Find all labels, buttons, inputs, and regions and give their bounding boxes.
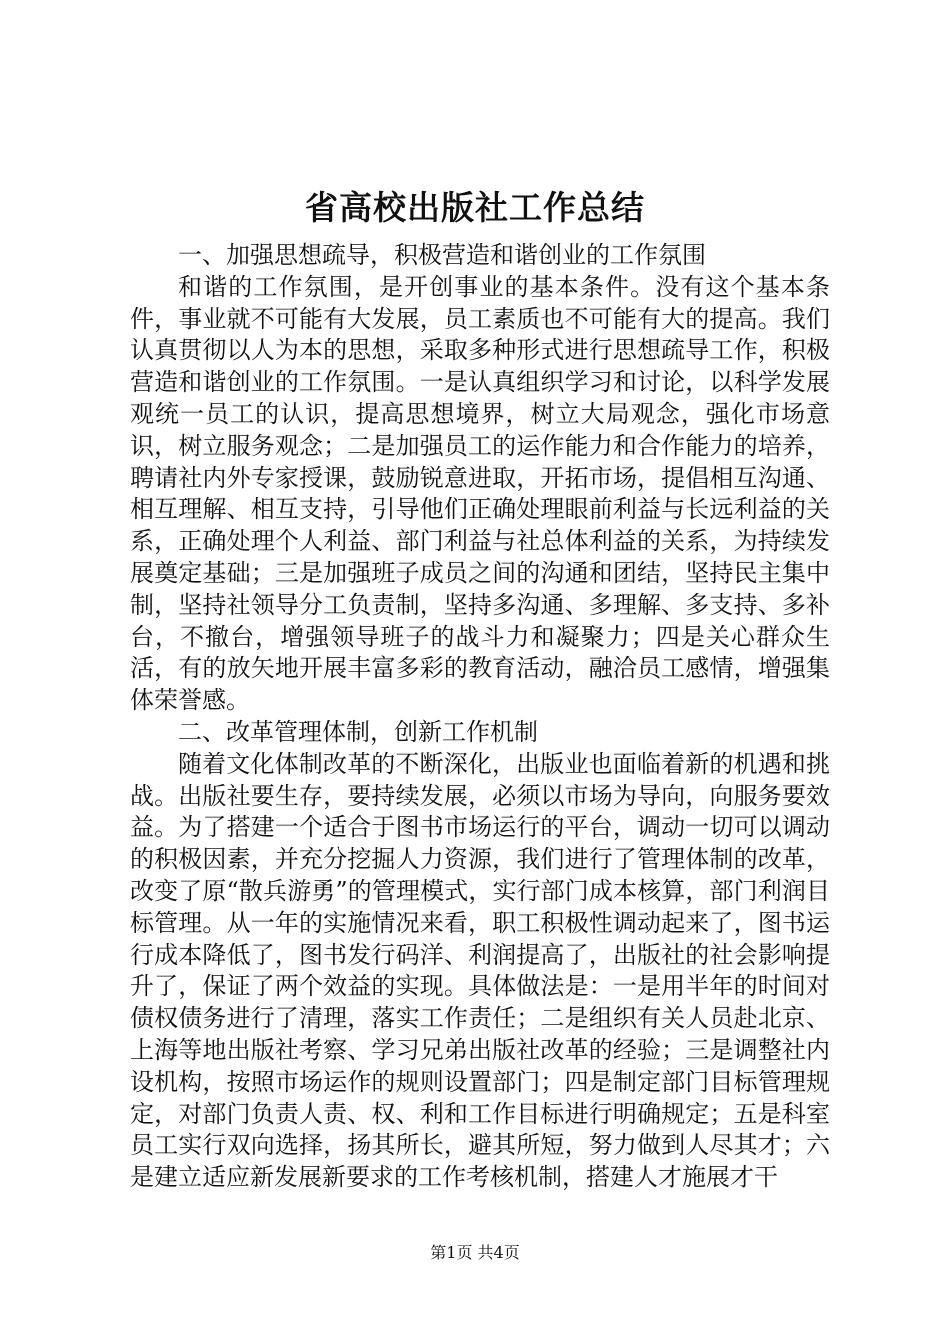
- section-paragraph-1: 和谐的工作氛围，是开创事业的基本条件。没有这个基本条件，事业就不可能有大发展，员工素质也不可能有大的提高。我们认真贯彻以人为本的思想，采取多种形式进行思想疏导工作，积极营造和谐创业的工作氛围。一是认真组织学习和讨论，以科学发展观统一员工的认识，提高思想境界，树立大局观念，强化市场意识，树立服务观念；二是加强员工的运作能力和合作能力的培养，聘请社内外专家授课，鼓励锐意进取，开拓市场，提倡相互沟通、相互理解、相互支持，引导他们正确处理眼前利益与长远利益的关系，正确处理个人利益、部门利益与社总体利益的关系，为持续发展奠定基础；三是加强班子成员之间的沟通和团结，坚持民主集中制，坚持社领导分工负责制，坚持多沟通、多理解、多支持、多补台，不撤台，增强领导班子的战斗力和凝聚力；四是关心群众生活，有的放矢地开展丰富多彩的教育活动，融洽员工感情，增强集体荣誉感。: [130, 272, 830, 715]
- document-title: 省高校出版社工作总结: [305, 188, 645, 227]
- section-paragraph-2: 随着文化体制改革的不断深化，出版业也面临着新的机遇和挑战。出版社要生存，要持续发展，必须以市场为导向，向服务要效益。为了搭建一个适合于图书市场运行的平台，调动一切可以调动的积极因素，并充分挖掘人力资源，我们进行了管理体制的改革，改变了原“散兵游勇”的管理模式，实行部门成本核算，部门利润目标管理。从一年的实施情况来看，职工积极性调动起来了，图书运行成本降低了，图书发行码洋、利润提高了，出版社的社会影响提升了，保证了两个效益的实现。具体做法是：一是用半年的时间对债权债务进行了清理，落实工作责任；二是组织有关人员赴北京、上海等地出版社考察、学习兄弟出版社改革的经验；三是调整社内设机构，按照市场运作的规则设置部门；四是制定部门目标管理规定，对部门负责人责、权、利和工作目标进行明确规定；五是科室员工实行双向选择，扬其所长，避其所短，努力做到人尽其才；六是建立适应新发展新要求的工作考核机制，搭建人才施展才干: [130, 749, 830, 1192]
- page-footer: 第1页 共4页: [430, 1243, 520, 1262]
- document-body: [130, 240, 830, 1194]
- section-heading-2: 二、改革管理体制，创新工作机制: [178, 717, 538, 746]
- section-heading-1: 一、加强思想疏导，积极营造和谐创业的工作氛围: [178, 241, 706, 269]
